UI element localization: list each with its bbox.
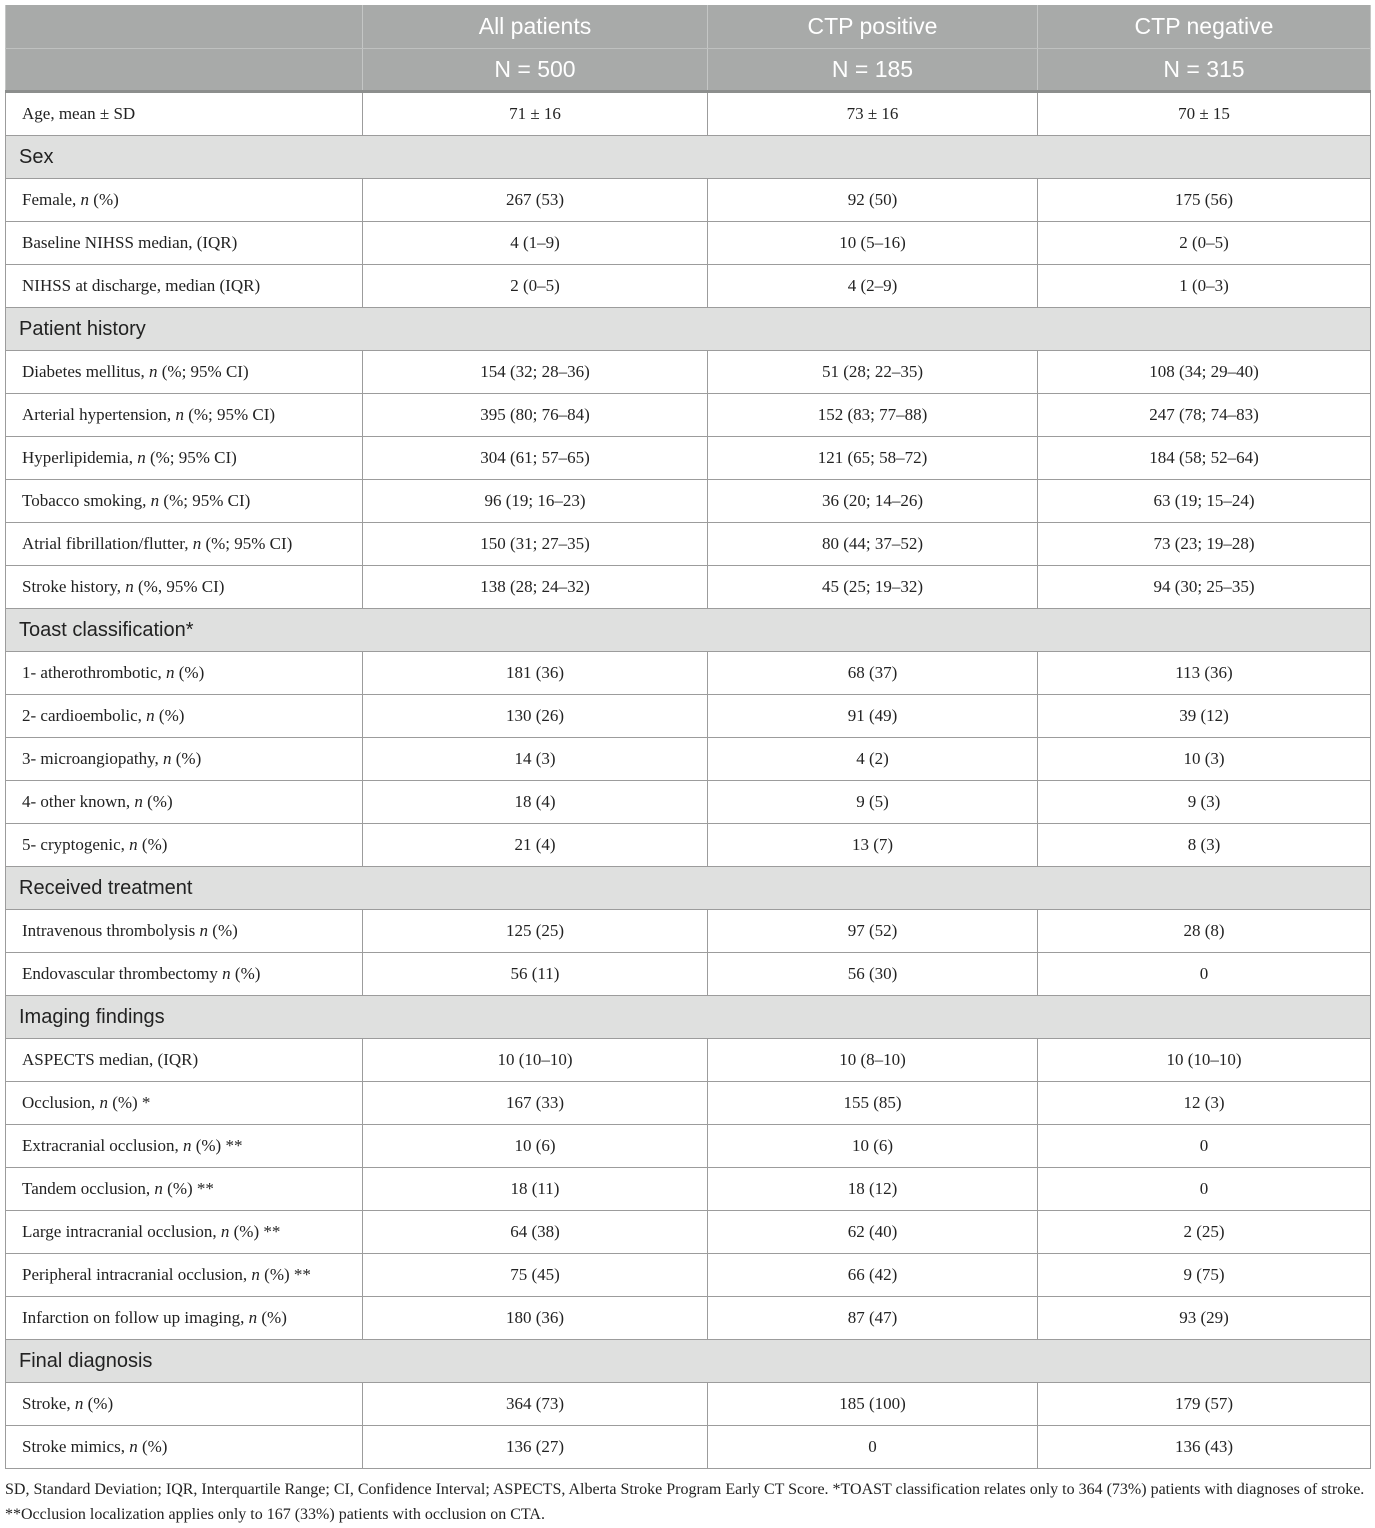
row-label: Tandem occlusion, [22,1179,155,1198]
section-label: Toast classification* [6,609,1371,652]
characteristics-table [5,5,1371,1469]
header-ctp-negative: CTP negative [1038,5,1371,49]
table-row [6,437,1371,480]
section-label: Patient history [6,308,1371,351]
value-all-patients: 18 (4) [363,781,708,824]
row-label-suffix: (%) [137,1437,168,1456]
value-ctp-positive: 45 (25; 19–32) [708,566,1038,609]
row-label-italic: n [199,921,209,940]
section-header-row [6,136,1371,179]
table-footnote: SD, Standard Deviation; IQR, Interquartile Range; CI, Confidence Interval; ASPECTS, Alberta Stroke Program Early CT Score. *TOAST classification relates only to 364 (73%) patients with diagnoses of stroke. **Occlusion localization applies only to 167 (33%) patients with occlusion on CTA. [5,1481,1365,1523]
row-label: 2- cardioembolic, [22,706,147,725]
row-label: Occlusion, [22,1093,100,1112]
value-ctp-negative: 73 (23; 19–28) [1038,523,1371,566]
value-ctp-negative: 10 (3) [1038,738,1371,781]
row-label-suffix: (%) [174,663,205,682]
row-label-italic: n [74,1394,84,1413]
row-label-cell [6,92,363,136]
value-all-patients: 14 (3) [363,738,708,781]
table-row [6,1039,1371,1082]
table-row [6,953,1371,996]
value-ctp-negative: 0 [1038,953,1371,996]
section-label: Final diagnosis [6,1340,1371,1383]
value-all-patients: 56 (11) [363,953,708,996]
value-all-patients: 75 (45) [363,1254,708,1297]
row-label-suffix: (%; 95% CI) [201,534,293,553]
value-all-patients: 395 (80; 76–84) [363,394,708,437]
header-ctp-positive: CTP positive [708,5,1038,49]
row-label-italic: n [125,577,134,596]
row-label: Large intracranial occlusion, [22,1222,221,1241]
row-label-suffix: (%) [142,792,173,811]
row-label-cell [6,824,363,867]
row-label-cell [6,1039,363,1082]
table-row [6,1297,1371,1340]
value-all-patients: 125 (25) [363,910,708,953]
row-label: Stroke mimics, [22,1437,130,1456]
row-label: Tobacco smoking, [22,491,151,510]
value-all-patients: 2 (0–5) [363,265,708,308]
value-ctp-positive: 10 (8–10) [708,1039,1038,1082]
value-ctp-positive: 121 (65; 58–72) [708,437,1038,480]
row-label-italic: n [220,1222,230,1241]
value-all-patients: 4 (1–9) [363,222,708,265]
value-ctp-positive: 10 (6) [708,1125,1038,1168]
row-label-suffix: (%) ** [259,1265,311,1284]
row-label-suffix: (%) [154,706,185,725]
value-ctp-negative: 63 (19; 15–24) [1038,480,1371,523]
row-label-cell [6,953,363,996]
header-n-all: N = 500 [363,49,708,92]
row-label: Extracranial occlusion, [22,1136,183,1155]
row-label: 4- other known, [22,792,135,811]
row-label-cell [6,1082,363,1125]
row-label: 5- cryptogenic, [22,835,130,854]
value-ctp-negative: 184 (58; 52–64) [1038,437,1371,480]
row-label-italic: n [146,706,155,725]
table-body [6,92,1371,1469]
value-ctp-positive: 97 (52) [708,910,1038,953]
section-label: Received treatment [6,867,1371,910]
table-row [6,92,1371,136]
row-label-suffix: (%) [83,1394,114,1413]
value-ctp-positive: 36 (20; 14–26) [708,480,1038,523]
value-ctp-negative: 12 (3) [1038,1082,1371,1125]
table-row [6,351,1371,394]
table-row [6,1125,1371,1168]
row-label-suffix: (%) * [107,1093,151,1112]
row-label-cell [6,1125,363,1168]
value-ctp-positive: 18 (12) [708,1168,1038,1211]
table-row [6,1254,1371,1297]
value-ctp-positive: 91 (49) [708,695,1038,738]
row-label-cell [6,437,363,480]
row-label-italic: n [137,448,146,467]
row-label-suffix: (%) ** [229,1222,281,1241]
characteristics-table-container [5,5,1370,1469]
value-ctp-positive: 152 (83; 77–88) [708,394,1038,437]
value-ctp-negative: 94 (30; 25–35) [1038,566,1371,609]
row-label-cell [6,1383,363,1426]
value-ctp-positive: 87 (47) [708,1297,1038,1340]
value-ctp-negative: 2 (0–5) [1038,222,1371,265]
section-header-row [6,996,1371,1039]
section-header-row [6,308,1371,351]
row-label-cell [6,394,363,437]
value-ctp-negative: 0 [1038,1168,1371,1211]
table-row [6,781,1371,824]
row-label-cell [6,781,363,824]
value-all-patients: 130 (26) [363,695,708,738]
row-label: Intravenous thrombolysis [22,921,200,940]
header-all-patients: All patients [363,5,708,49]
table-row [6,1426,1371,1469]
row-label-italic: n [192,534,202,553]
table-row [6,265,1371,308]
value-ctp-positive: 4 (2–9) [708,265,1038,308]
section-header-row [6,1340,1371,1383]
header-empty-cell [6,49,363,92]
row-label-suffix: (%; 95% CI) [157,362,249,381]
row-label-cell [6,523,363,566]
value-ctp-negative: 0 [1038,1125,1371,1168]
value-all-patients: 180 (36) [363,1297,708,1340]
row-label-cell [6,738,363,781]
value-all-patients: 181 (36) [363,652,708,695]
value-ctp-negative: 9 (75) [1038,1254,1371,1297]
value-ctp-negative: 39 (12) [1038,695,1371,738]
value-all-patients: 10 (10–10) [363,1039,708,1082]
row-label: Infarction on follow up imaging, [22,1308,249,1327]
row-label-italic: n [149,362,158,381]
value-ctp-positive: 13 (7) [708,824,1038,867]
value-ctp-positive: 68 (37) [708,652,1038,695]
value-ctp-negative: 8 (3) [1038,824,1371,867]
row-label: Hyperlipidemia, [22,448,138,467]
value-all-patients: 10 (6) [363,1125,708,1168]
value-ctp-positive: 51 (28; 22–35) [708,351,1038,394]
row-label: ASPECTS median, (IQR) [22,1050,199,1069]
row-label-cell [6,1297,363,1340]
value-all-patients: 167 (33) [363,1082,708,1125]
row-label: Stroke, [22,1394,75,1413]
table-row [6,523,1371,566]
section-label: Sex [6,136,1371,179]
table-row [6,480,1371,523]
row-label-cell [6,179,363,222]
table-row [6,1383,1371,1426]
row-label-suffix: (%; 95% CI) [145,448,237,467]
row-label-cell [6,910,363,953]
value-ctp-negative: 179 (57) [1038,1383,1371,1426]
row-label-italic: n [150,491,160,510]
table-row [6,394,1371,437]
row-label: Age, mean ± SD [22,104,136,123]
row-label-italic: n [129,1437,138,1456]
row-label-italic: n [248,1308,258,1327]
header-n-negative: N = 315 [1038,49,1371,92]
row-label: Arterial hypertension, [22,405,176,424]
header-n-positive: N = 185 [708,49,1038,92]
row-label-cell [6,1426,363,1469]
row-label-cell [6,652,363,695]
row-label-suffix: (%) ** [191,1136,243,1155]
row-label-suffix: (%; 95% CI) [183,405,276,424]
value-ctp-positive: 66 (42) [708,1254,1038,1297]
row-label-italic: n [134,792,143,811]
value-ctp-positive: 185 (100) [708,1383,1038,1426]
row-label-cell [6,1254,363,1297]
value-all-patients: 304 (61; 57–65) [363,437,708,480]
value-ctp-positive: 0 [708,1426,1038,1469]
row-label-italic: n [99,1093,108,1112]
row-label-cell [6,480,363,523]
table-row [6,910,1371,953]
value-ctp-positive: 80 (44; 37–52) [708,523,1038,566]
section-label: Imaging findings [6,996,1371,1039]
value-all-patients: 21 (4) [363,824,708,867]
table-row [6,1168,1371,1211]
table-row [6,824,1371,867]
value-ctp-negative: 28 (8) [1038,910,1371,953]
row-label: 3- microangiopathy, [22,749,163,768]
row-label-suffix: (%) [137,835,168,854]
table-row [6,738,1371,781]
row-label-cell [6,351,363,394]
section-header-row [6,867,1371,910]
value-ctp-negative: 9 (3) [1038,781,1371,824]
row-label-cell [6,1211,363,1254]
value-ctp-negative: 247 (78; 74–83) [1038,394,1371,437]
value-ctp-positive: 10 (5–16) [708,222,1038,265]
row-label: Atrial fibrillation/flutter, [22,534,193,553]
table-row [6,695,1371,738]
row-label: Diabetes mellitus, [22,362,150,381]
row-label: Stroke history, [22,577,126,596]
value-ctp-positive: 62 (40) [708,1211,1038,1254]
row-label-suffix: (%; 95% CI) [159,491,251,510]
row-label: 1- atherothrombotic, [22,663,166,682]
row-label-suffix: (%) ** [162,1179,214,1198]
row-label-italic: n [175,405,184,424]
value-all-patients: 150 (31; 27–35) [363,523,708,566]
value-ctp-positive: 73 ± 16 [708,92,1038,136]
table-row [6,566,1371,609]
value-ctp-negative: 10 (10–10) [1038,1039,1371,1082]
value-all-patients: 18 (11) [363,1168,708,1211]
table-header [6,5,1371,92]
row-label-suffix: (%) [171,749,202,768]
value-all-patients: 136 (27) [363,1426,708,1469]
row-label-italic: n [163,749,172,768]
row-label-italic: n [222,964,231,983]
value-ctp-positive: 155 (85) [708,1082,1038,1125]
value-ctp-negative: 175 (56) [1038,179,1371,222]
table-row [6,179,1371,222]
value-ctp-negative: 113 (36) [1038,652,1371,695]
row-label-cell [6,222,363,265]
value-ctp-positive: 56 (30) [708,953,1038,996]
value-ctp-negative: 136 (43) [1038,1426,1371,1469]
value-ctp-negative: 2 (25) [1038,1211,1371,1254]
value-all-patients: 96 (19; 16–23) [363,480,708,523]
value-all-patients: 138 (28; 24–32) [363,566,708,609]
row-label-cell [6,566,363,609]
row-label-italic: n [129,835,138,854]
table-row [6,1082,1371,1125]
row-label-italic: n [182,1136,192,1155]
row-label-cell [6,1168,363,1211]
row-label-italic: n [166,663,175,682]
table-row [6,222,1371,265]
value-all-patients: 154 (32; 28–36) [363,351,708,394]
row-label-cell [6,265,363,308]
value-all-patients: 64 (38) [363,1211,708,1254]
row-label-cell [6,695,363,738]
value-ctp-negative: 108 (34; 29–40) [1038,351,1371,394]
row-label: Female, [22,190,81,209]
row-label-suffix: (%) [230,964,261,983]
value-all-patients: 364 (73) [363,1383,708,1426]
table-row [6,1211,1371,1254]
row-label: Peripheral intracranial occlusion, [22,1265,252,1284]
value-ctp-negative: 1 (0–3) [1038,265,1371,308]
section-header-row [6,609,1371,652]
row-label-suffix: (%) [257,1308,287,1327]
value-ctp-positive: 92 (50) [708,179,1038,222]
row-label: NIHSS at discharge, median (IQR) [22,276,261,295]
row-label-italic: n [80,190,90,209]
row-label-suffix: (%) [208,921,238,940]
row-label-italic: n [251,1265,260,1284]
value-ctp-positive: 4 (2) [708,738,1038,781]
value-ctp-positive: 9 (5) [708,781,1038,824]
header-empty-cell [6,5,363,49]
table-row [6,652,1371,695]
row-label-italic: n [154,1179,163,1198]
row-label-suffix: (%) [89,190,119,209]
row-label: Baseline NIHSS median, (IQR) [22,233,238,252]
value-ctp-negative: 93 (29) [1038,1297,1371,1340]
row-label: Endovascular thrombectomy [22,964,223,983]
value-ctp-negative: 70 ± 15 [1038,92,1371,136]
value-all-patients: 71 ± 16 [363,92,708,136]
value-all-patients: 267 (53) [363,179,708,222]
row-label-suffix: (%, 95% CI) [133,577,225,596]
